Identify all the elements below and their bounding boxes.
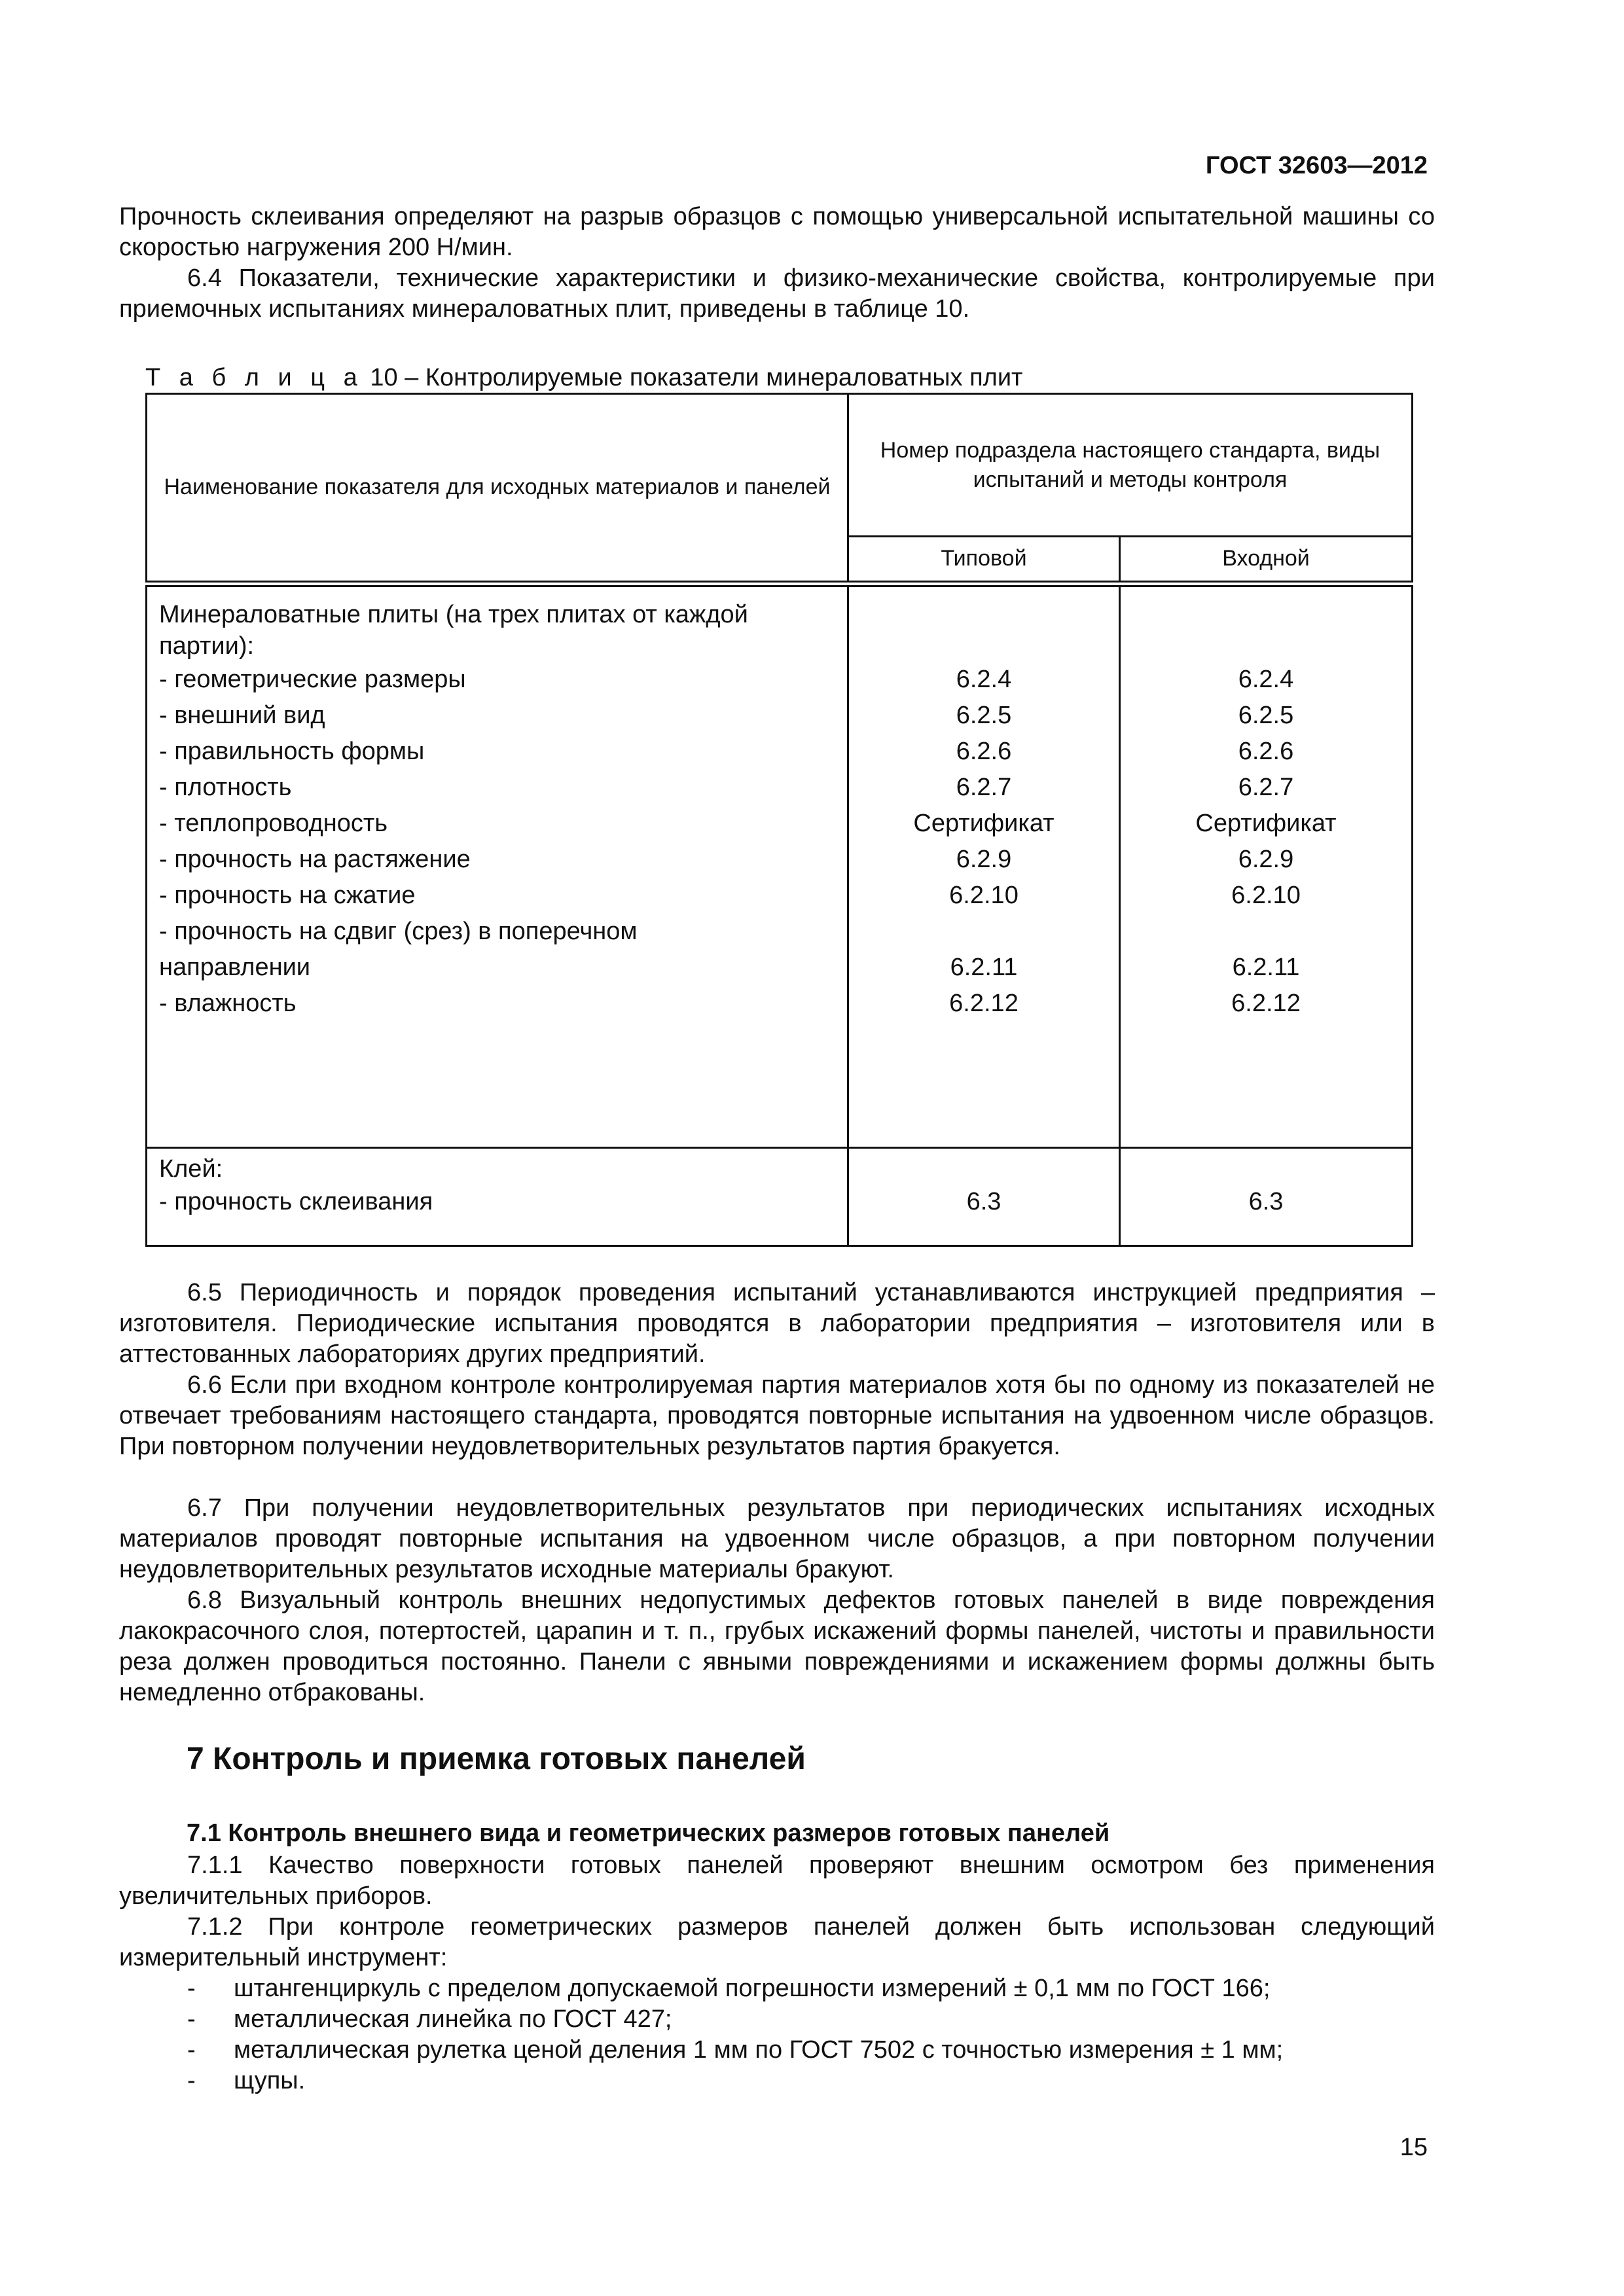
table-row-typical: 6.2.9 bbox=[956, 845, 1012, 873]
list-item bbox=[119, 2035, 1435, 2066]
group2-title: Клей: bbox=[159, 1155, 223, 1183]
paragraph-bond-strength: Прочность склеивания определяют на разрыв образцов с помощью универсальной испытательной машины со скоростью нагружения 200 Н/мин. bbox=[119, 203, 1435, 261]
table-row-incoming: 6.2.11 bbox=[1232, 953, 1300, 981]
table-caption-text: 10 – Контролируемые показатели минераловатных плит bbox=[363, 364, 1023, 391]
paragraph-6-5: 6.5 Периодичность и порядок проведения испытаний устанавливаются инструкцией предприятия – изготовителя. Периодические испытания проводятся в лаборатории предприятия – изготовителя или в аттестованных лабораториях других предприятий. bbox=[119, 1279, 1435, 1368]
table-row-incoming: 6.2.6 bbox=[1238, 737, 1294, 765]
paragraph-7-1-2: 7.1.2 При контроле геометрических размеров панелей должен быть использован следующий измерительный инструмент: bbox=[119, 1913, 1435, 1971]
document-header-id: ГОСТ 32603—2012 bbox=[1205, 152, 1428, 179]
table-row-typical: 6.2.4 bbox=[956, 665, 1012, 693]
table-row-typical: 6.2.11 bbox=[950, 953, 1018, 981]
table-row-incoming: 6.2.9 bbox=[1238, 845, 1294, 873]
table-row-incoming bbox=[1132, 914, 1399, 950]
paragraph-6-4: 6.4 Показатели, технические характеристики и физико-механические свойства, контролируемые при приемочных испытаниях минераловатных плит, приведены в таблице 10. bbox=[119, 264, 1435, 323]
table-row-incoming: 6.2.7 bbox=[1238, 773, 1294, 801]
group1-title: Минераловатные плиты (на трех плитах от каждой партии): bbox=[159, 600, 748, 660]
table-header-name: Наименование показателя для исходных материалов и панелей bbox=[147, 394, 848, 584]
table-cell-group1-names bbox=[147, 584, 848, 1148]
list-dash: - bbox=[187, 1975, 196, 2002]
list-item bbox=[119, 2004, 1435, 2035]
table-row-incoming: 6.2.4 bbox=[1238, 665, 1294, 693]
table-row-incoming: 6.2.12 bbox=[1231, 989, 1301, 1017]
table-row-incoming: 6.2.10 bbox=[1231, 881, 1301, 909]
table-header-group: Номер подраздела настоящего стандарта, виды испытаний и методы контроля bbox=[848, 394, 1413, 537]
list-item bbox=[119, 1973, 1435, 2004]
subsection-7-1-title: 7.1 Контроль внешнего вида и геометрических размеров готовых панелей bbox=[187, 1820, 1110, 1847]
table-header-typical: Типовой bbox=[848, 537, 1120, 584]
list-item bbox=[119, 2066, 1435, 2096]
list-item-text: металлическая рулетка ценой деления 1 мм по ГОСТ 7502 с точностью измерения ± 1 мм; bbox=[234, 2036, 1284, 2064]
table-row-typical bbox=[861, 914, 1107, 950]
table-row-typical: Сертификат bbox=[913, 809, 1055, 837]
table-row-incoming: Сертификат bbox=[1195, 809, 1337, 837]
page-number: 15 bbox=[1399, 2134, 1428, 2161]
table-row-name: - теплопроводность bbox=[159, 809, 388, 837]
table-row-incoming: 6.3 bbox=[1120, 1148, 1413, 1246]
list-item-text: металлическая линейка по ГОСТ 427; bbox=[234, 2005, 672, 2033]
list-dash: - bbox=[187, 2005, 196, 2033]
table-cell-group2-names bbox=[147, 1148, 848, 1246]
paragraph-6-6: 6.6 Если при входном контроле контролируемая партия материалов хотя бы по одному из показателей не отвечает требованиям настоящего стандарта, проводятся повторные испытания на удвоенном числе образцов. При повторном получении неудовлетворительных результатов партия бракуется. bbox=[119, 1371, 1435, 1460]
section-7-title: 7 Контроль и приемка готовых панелей bbox=[187, 1742, 806, 1776]
table-row-name: - прочность на сжатие bbox=[159, 881, 416, 909]
table-cell-group1-typical bbox=[848, 584, 1120, 1148]
table-row-incoming: 6.2.5 bbox=[1238, 701, 1294, 729]
table-row-name: - правильность формы bbox=[159, 737, 425, 765]
paragraph-7-1-1: 7.1.1 Качество поверхности готовых панелей проверяют внешним осмотром без применения увеличительных приборов. bbox=[119, 1852, 1435, 1910]
paragraph-6-7: 6.7 При получении неудовлетворительных результатов при периодических испытаниях исходных материалов проводят повторные испытания на удвоенном числе образцов, а при повторном получении неудовлетворительных результатов исходные материалы бракуют. bbox=[119, 1494, 1435, 1583]
list-item-text: щупы. bbox=[234, 2067, 306, 2094]
instrument-list bbox=[119, 1973, 1435, 2096]
table-header-incoming: Входной bbox=[1120, 537, 1413, 584]
table-row-typical: 6.2.6 bbox=[956, 737, 1012, 765]
list-item-text: штангенциркуль с пределом допускаемой погрешности измерений ± 0,1 мм по ГОСТ 166; bbox=[234, 1975, 1271, 2002]
table-row-typical: 6.2.10 bbox=[949, 881, 1019, 909]
table-row-name: - плотность bbox=[159, 773, 292, 801]
table-row-name: - прочность на растяжение bbox=[159, 845, 471, 873]
table-row-typical: 6.2.5 bbox=[956, 701, 1012, 729]
table-row-name: - прочность на сдвиг (срез) в поперечном bbox=[159, 917, 638, 945]
table-row-name: - внешний вид bbox=[159, 701, 325, 729]
table-row-name: направлении bbox=[159, 953, 311, 981]
table-cell-group1-incoming bbox=[1120, 584, 1413, 1148]
table-row-typical: 6.2.7 bbox=[956, 773, 1012, 801]
list-dash: - bbox=[187, 2036, 196, 2064]
paragraph-6-8: 6.8 Визуальный контроль внешних недопустимых дефектов готовых панелей в виде повреждения лакокрасочного слоя, потертостей, царапин и т. п., грубых искажений формы панелей, чистоты и правильности реза должен проводиться постоянно. Панели с явными повреждениями и искажением формы должны быть немедленно отбракованы. bbox=[119, 1587, 1435, 1706]
table-row-name: - влажность bbox=[159, 989, 297, 1017]
table-row-name: - прочность склеивания bbox=[159, 1188, 433, 1215]
table-caption bbox=[145, 364, 1022, 392]
table-row-typical: 6.3 bbox=[848, 1148, 1120, 1246]
table-row-typical: 6.2.12 bbox=[949, 989, 1019, 1017]
list-dash: - bbox=[187, 2067, 196, 2094]
table-row-name: - геометрические размеры bbox=[159, 665, 466, 693]
control-indicators-table bbox=[145, 393, 1413, 1247]
table-caption-prefix: Т а б л и ц а bbox=[145, 364, 363, 391]
